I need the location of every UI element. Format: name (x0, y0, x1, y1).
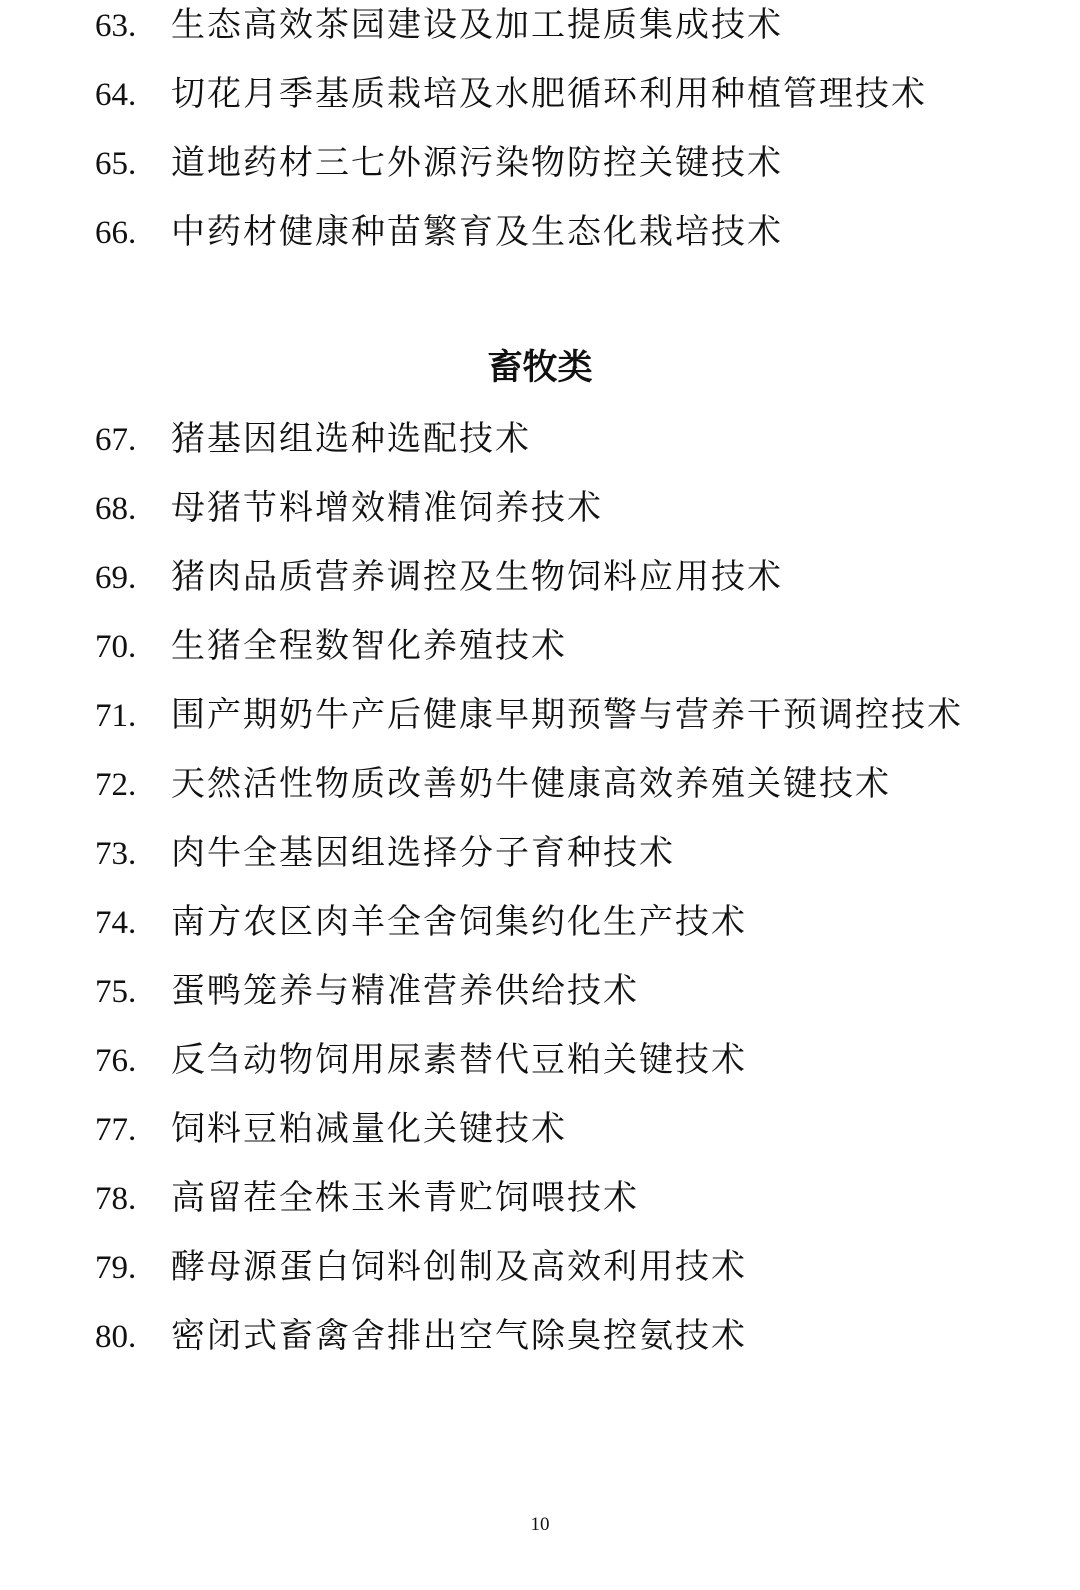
list-item-77 (95, 1104, 567, 1154)
item-number: 65. (95, 146, 137, 182)
item-text: 生猪全程数智化养殖技术 (171, 626, 567, 666)
list-item-68 (95, 483, 603, 533)
item-number: 80. (95, 1319, 137, 1355)
list-item-75 (95, 966, 639, 1016)
item-text: 南方农区肉羊全舍饲集约化生产技术 (171, 902, 747, 942)
item-text: 高留茬全株玉米青贮饲喂技术 (171, 1178, 639, 1218)
item-text: 酵母源蛋白饲料创制及高效利用技术 (171, 1247, 747, 1287)
item-number: 72. (95, 767, 137, 803)
list-item-79 (95, 1242, 747, 1292)
list-item-70 (95, 621, 567, 671)
item-number: 76. (95, 1043, 137, 1079)
item-text: 猪肉品质营养调控及生物饲料应用技术 (171, 557, 783, 597)
list-item-63 (95, 0, 783, 50)
list-item-67 (95, 414, 531, 464)
list-item-71 (95, 690, 963, 740)
list-item-76 (95, 1035, 747, 1085)
item-number: 66. (95, 215, 137, 251)
item-number: 64. (95, 77, 137, 113)
item-number: 78. (95, 1181, 137, 1217)
list-item-64 (95, 69, 927, 119)
item-number: 77. (95, 1112, 137, 1148)
item-text: 围产期奶牛产后健康早期预警与营养干预调控技术 (171, 695, 963, 735)
item-number: 67. (95, 422, 137, 458)
list-item-74 (95, 897, 747, 947)
list-item-73 (95, 828, 675, 878)
list-item-65 (95, 138, 783, 188)
item-text: 饲料豆粕减量化关键技术 (171, 1109, 567, 1149)
page-number: 10 (530, 1514, 550, 1535)
section-heading: 畜牧类 (487, 348, 593, 388)
item-number: 71. (95, 698, 137, 734)
item-text: 道地药材三七外源污染物防控关键技术 (171, 143, 783, 183)
item-text: 肉牛全基因组选择分子育种技术 (171, 833, 675, 873)
item-text: 猪基因组选种选配技术 (171, 419, 531, 459)
item-number: 73. (95, 836, 137, 872)
item-number: 79. (95, 1250, 137, 1286)
item-number: 75. (95, 974, 137, 1010)
item-text: 中药材健康种苗繁育及生态化栽培技术 (171, 212, 783, 252)
list-item-69 (95, 552, 783, 602)
item-text: 生态高效茶园建设及加工提质集成技术 (171, 5, 783, 45)
item-text: 密闭式畜禽舍排出空气除臭控氨技术 (171, 1316, 747, 1356)
item-text: 蛋鸭笼养与精准营养供给技术 (171, 971, 639, 1011)
item-text: 切花月季基质栽培及水肥循环利用种植管理技术 (171, 74, 927, 114)
item-text: 反刍动物饲用尿素替代豆粕关键技术 (171, 1040, 747, 1080)
list-item-66 (95, 207, 783, 257)
item-number: 69. (95, 560, 137, 596)
item-text: 母猪节料增效精准饲养技术 (171, 488, 603, 528)
item-number: 74. (95, 905, 137, 941)
item-number: 68. (95, 491, 137, 527)
item-number: 70. (95, 629, 137, 665)
list-item-72 (95, 759, 891, 809)
item-number: 63. (95, 8, 137, 44)
item-text: 天然活性物质改善奶牛健康高效养殖关键技术 (171, 764, 891, 804)
list-item-78 (95, 1173, 639, 1223)
list-item-80 (95, 1311, 747, 1361)
